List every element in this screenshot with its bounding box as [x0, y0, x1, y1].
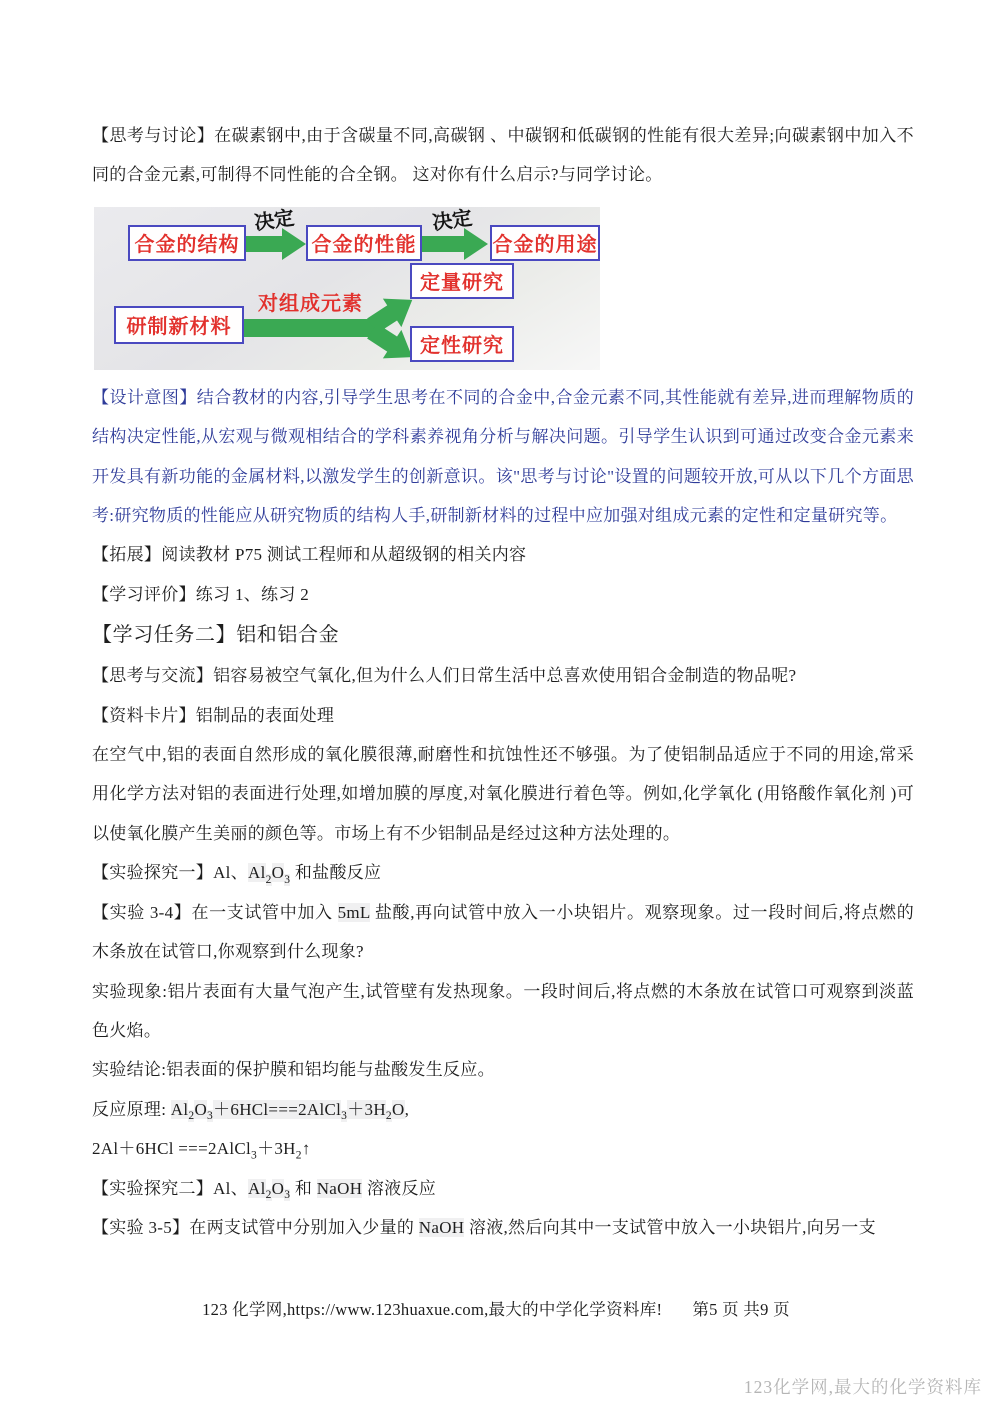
watermark: 123化学网,最大的化学资料库	[743, 1377, 982, 1397]
para-surface-treatment: 在空气中,铝的表面自然形成的氧化膜很薄,耐磨性和抗蚀性还不够强。为了使铝制品适应于不同的用途,常采用化学方法对铝的表面进行处理,如增加膜的厚度,对氧化膜进行着色等。例如,化学氧化 (用铬酸作氧化剂 )可以使氧化膜产生美丽的颜色等。市场上有不少铝制品是经过这种方法处理的。	[92, 745, 914, 843]
diagram-arrow-label-decide-1: 决定	[253, 207, 296, 235]
para-reaction-2: $2Al+6HCl ===2AlCl_3+3H_2↑$	[92, 1139, 311, 1162]
heading-task-two: 【学习任务二】铝和铝合金	[92, 624, 340, 647]
para-design-intent: 【设计意图】结合教材的内容,引导学生思考在不同的合金中,合金元素不同,其性能就有差异,进而理解物质的结构决定性能,从宏观与微观相结合的学科素养视角分析与解决问题。引导学生认识到可通过改变合金元素来开发具有新功能的金属材料,以激发学生的创新意识。该"思考与讨论"设置的问题较开放,可从以下几个方面思考:研究物质的性能应从研究物质的结构人手,研制新材料的过程中应加强对组成元素的定性和定量研究等。	[92, 387, 914, 526]
diagram-box-new-material: 研制新材料	[114, 306, 244, 344]
para-phenomenon: 实验现象:铝片表面有大量气泡产生,试管壁有发热现象。一段时间后,将点燃的木条放在试管口可观察到淡蓝色火焰。	[92, 981, 914, 1040]
para-think-exchange: 【思考与交流】铝容易被空气氧化,但为什么人们日常生活中总喜欢使用铝合金制造的物品呢?	[92, 666, 797, 686]
heading-experiment-1: 【实验探究一】Al、$Al_2O_3$ 和盐酸反应	[92, 863, 382, 886]
document-body-main	[92, 378, 914, 1248]
document-body-top	[92, 116, 914, 195]
diagram-box-alloy-use: 合金的用途	[490, 225, 600, 261]
para-conclusion: 实验结论:铝表面的保护膜和铝均能与盐酸发生反应。	[92, 1060, 495, 1080]
footer-page-info: 第5 页 共9 页	[692, 1300, 790, 1319]
para-evaluation: 【学习评价】练习 1、练习 2	[92, 584, 309, 604]
heading-experiment-2: 【实验探究二】Al、$Al_2O_3$ 和 NaOH 溶液反应	[92, 1178, 437, 1201]
para-think-discuss: 【思考与讨论】在碳素钢中,由于含碳量不同,高碳钢 、中碳钢和低碳钢的性能有很大差异;向碳素钢中加入不同的合金元素,可制得不同性能的合全钢。 这对你有什么启示?与同学讨论。	[92, 126, 914, 185]
document-page	[92, 116, 914, 1247]
footer-site-info: 123 化学网,https://www.123huaxue.com,最大的中学化学资料库!	[202, 1300, 663, 1319]
para-experiment-3-4: 【实验 3-4】在一支试管中加入 5mL 盐酸,再向试管中放入一小块铝片。观察现象。过一段时间后,将点燃的木条放在试管口,你观察到什么现象?	[92, 902, 914, 962]
diagram-box-alloy-property: 合金的性能	[306, 225, 422, 261]
para-experiment-3-5: 【实验 3-5】在两支试管中分别加入少量的 NaOH 溶液,然后向其中一支试管中放入一小块铝片,向另一支	[92, 1217, 876, 1237]
diagram-arrow-label-composition: 对组成元素	[258, 292, 363, 315]
diagram-box-quantitative: 定量研究	[410, 263, 514, 299]
diagram-box-alloy-structure: 合金的结构	[128, 225, 246, 261]
para-expand: 【拓展】阅读教材 P75 测试工程师和从超级钢的相关内容	[92, 545, 527, 565]
para-reaction-principle: 反应原理: $Al_2O_3+6HCl===2AlCl_3+3H_2O$,	[92, 1099, 410, 1123]
diagram-arrow-label-decide-2: 决定	[431, 207, 474, 235]
page-footer	[0, 1296, 992, 1320]
flow-diagram	[94, 207, 600, 370]
diagram-box-qualitative: 定性研究	[410, 326, 514, 362]
para-data-card: 【资料卡片】铝制品的表面处理	[92, 705, 335, 725]
